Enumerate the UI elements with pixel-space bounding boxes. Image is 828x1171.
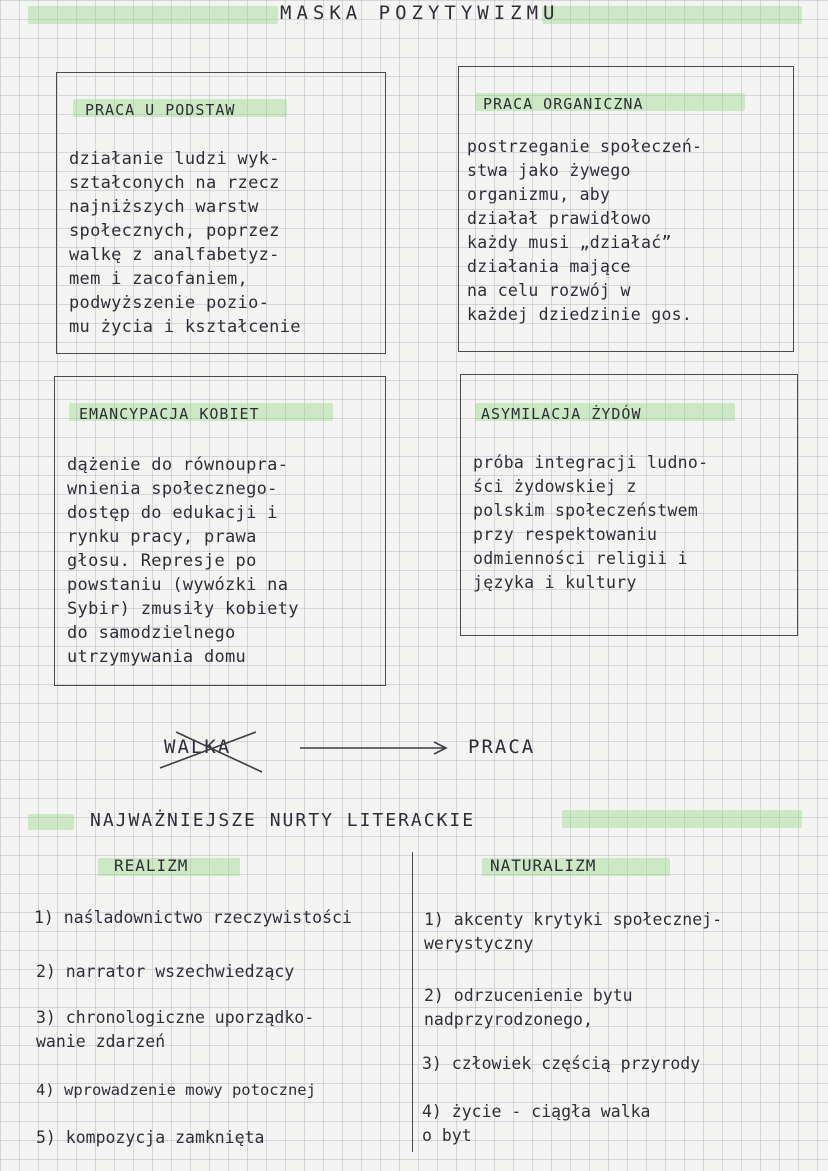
naturalism-item: 4) życie - ciągła walka o byt [422, 1102, 651, 1145]
page-title: MASKA POZYTYWIZMU [280, 2, 560, 24]
box-title: ASYMILACJA ŻYDÓW [481, 405, 642, 423]
realism-item: 4) wprowadzenie mowy potocznej [36, 1081, 316, 1099]
realism-item: 5) kompozycja zamknięta [36, 1128, 265, 1147]
box-title: PRACA U PODSTAW [85, 101, 236, 119]
box-text: dążenie do równoupra- wnienia społecznego- dostęp do edukacji i rynku pracy, prawa głosu. Represje po powstaniu (wywózki na Sybir) zmusiły kobiety do samodzielnego utrzymywania domu [67, 455, 299, 667]
box-praca-u-podstaw [56, 72, 386, 354]
naturalism-item: 1) akcenty krytyki społecznej- werystyczny [424, 910, 723, 953]
section-title: NAJWAŻNIEJSZE NURTY LITERACKIE [90, 810, 476, 831]
box-text: próba integracji ludno- ści żydowskiej z polskim społeczeństwem przy respektowaniu odmienności religii i języka i kultury [473, 453, 709, 592]
arrow-icon [300, 738, 450, 758]
naturalism-item: 3) człowiek częścią przyrody [422, 1054, 701, 1073]
box-emancypacja [54, 376, 386, 686]
realism-item: 3) chronologiczne uporządko- wanie zdarzeń [36, 1008, 315, 1051]
realism-item: 1) naśladownictwo rzeczywistości [34, 908, 352, 927]
shift-to: PRACA [468, 736, 536, 758]
strike-through-mark [152, 726, 264, 776]
box-text: postrzeganie społeczeń- stwa jako żywego organizmu, aby działał prawidłowo każdy musi „działać” działania mające na celu rozwój w każdej dziedzinie gos. [467, 137, 703, 324]
box-title: EMANCYPACJA KOBIET [79, 405, 260, 423]
realism-item: 2) narrator wszechwiedzący [36, 962, 295, 981]
naturalism-item: 2) odrzucenienie bytu nadprzyrodzonego, [424, 986, 633, 1029]
box-text: działanie ludzi wyk- ształconych na rzecz najniższych warstw społecznych, poprzez walkę z analfabetyz- mem i zacofaniem, podwyższenie pozio- mu życia i kształcenie [69, 149, 301, 337]
section-highlight-left [28, 814, 74, 830]
section-highlight-right [562, 810, 802, 828]
box-title: PRACA ORGANICZNA [483, 95, 644, 113]
realism-title: REALIZM [114, 856, 189, 875]
title-highlight-right [542, 6, 802, 24]
title-highlight-left [28, 6, 278, 24]
naturalism-title: NATURALIZM [490, 856, 597, 875]
shift-from: WALKA [164, 736, 232, 758]
box-asymilacja [460, 374, 798, 636]
notebook-page [22, 0, 806, 1171]
column-divider [412, 852, 413, 1152]
box-praca-organiczna [458, 66, 794, 352]
